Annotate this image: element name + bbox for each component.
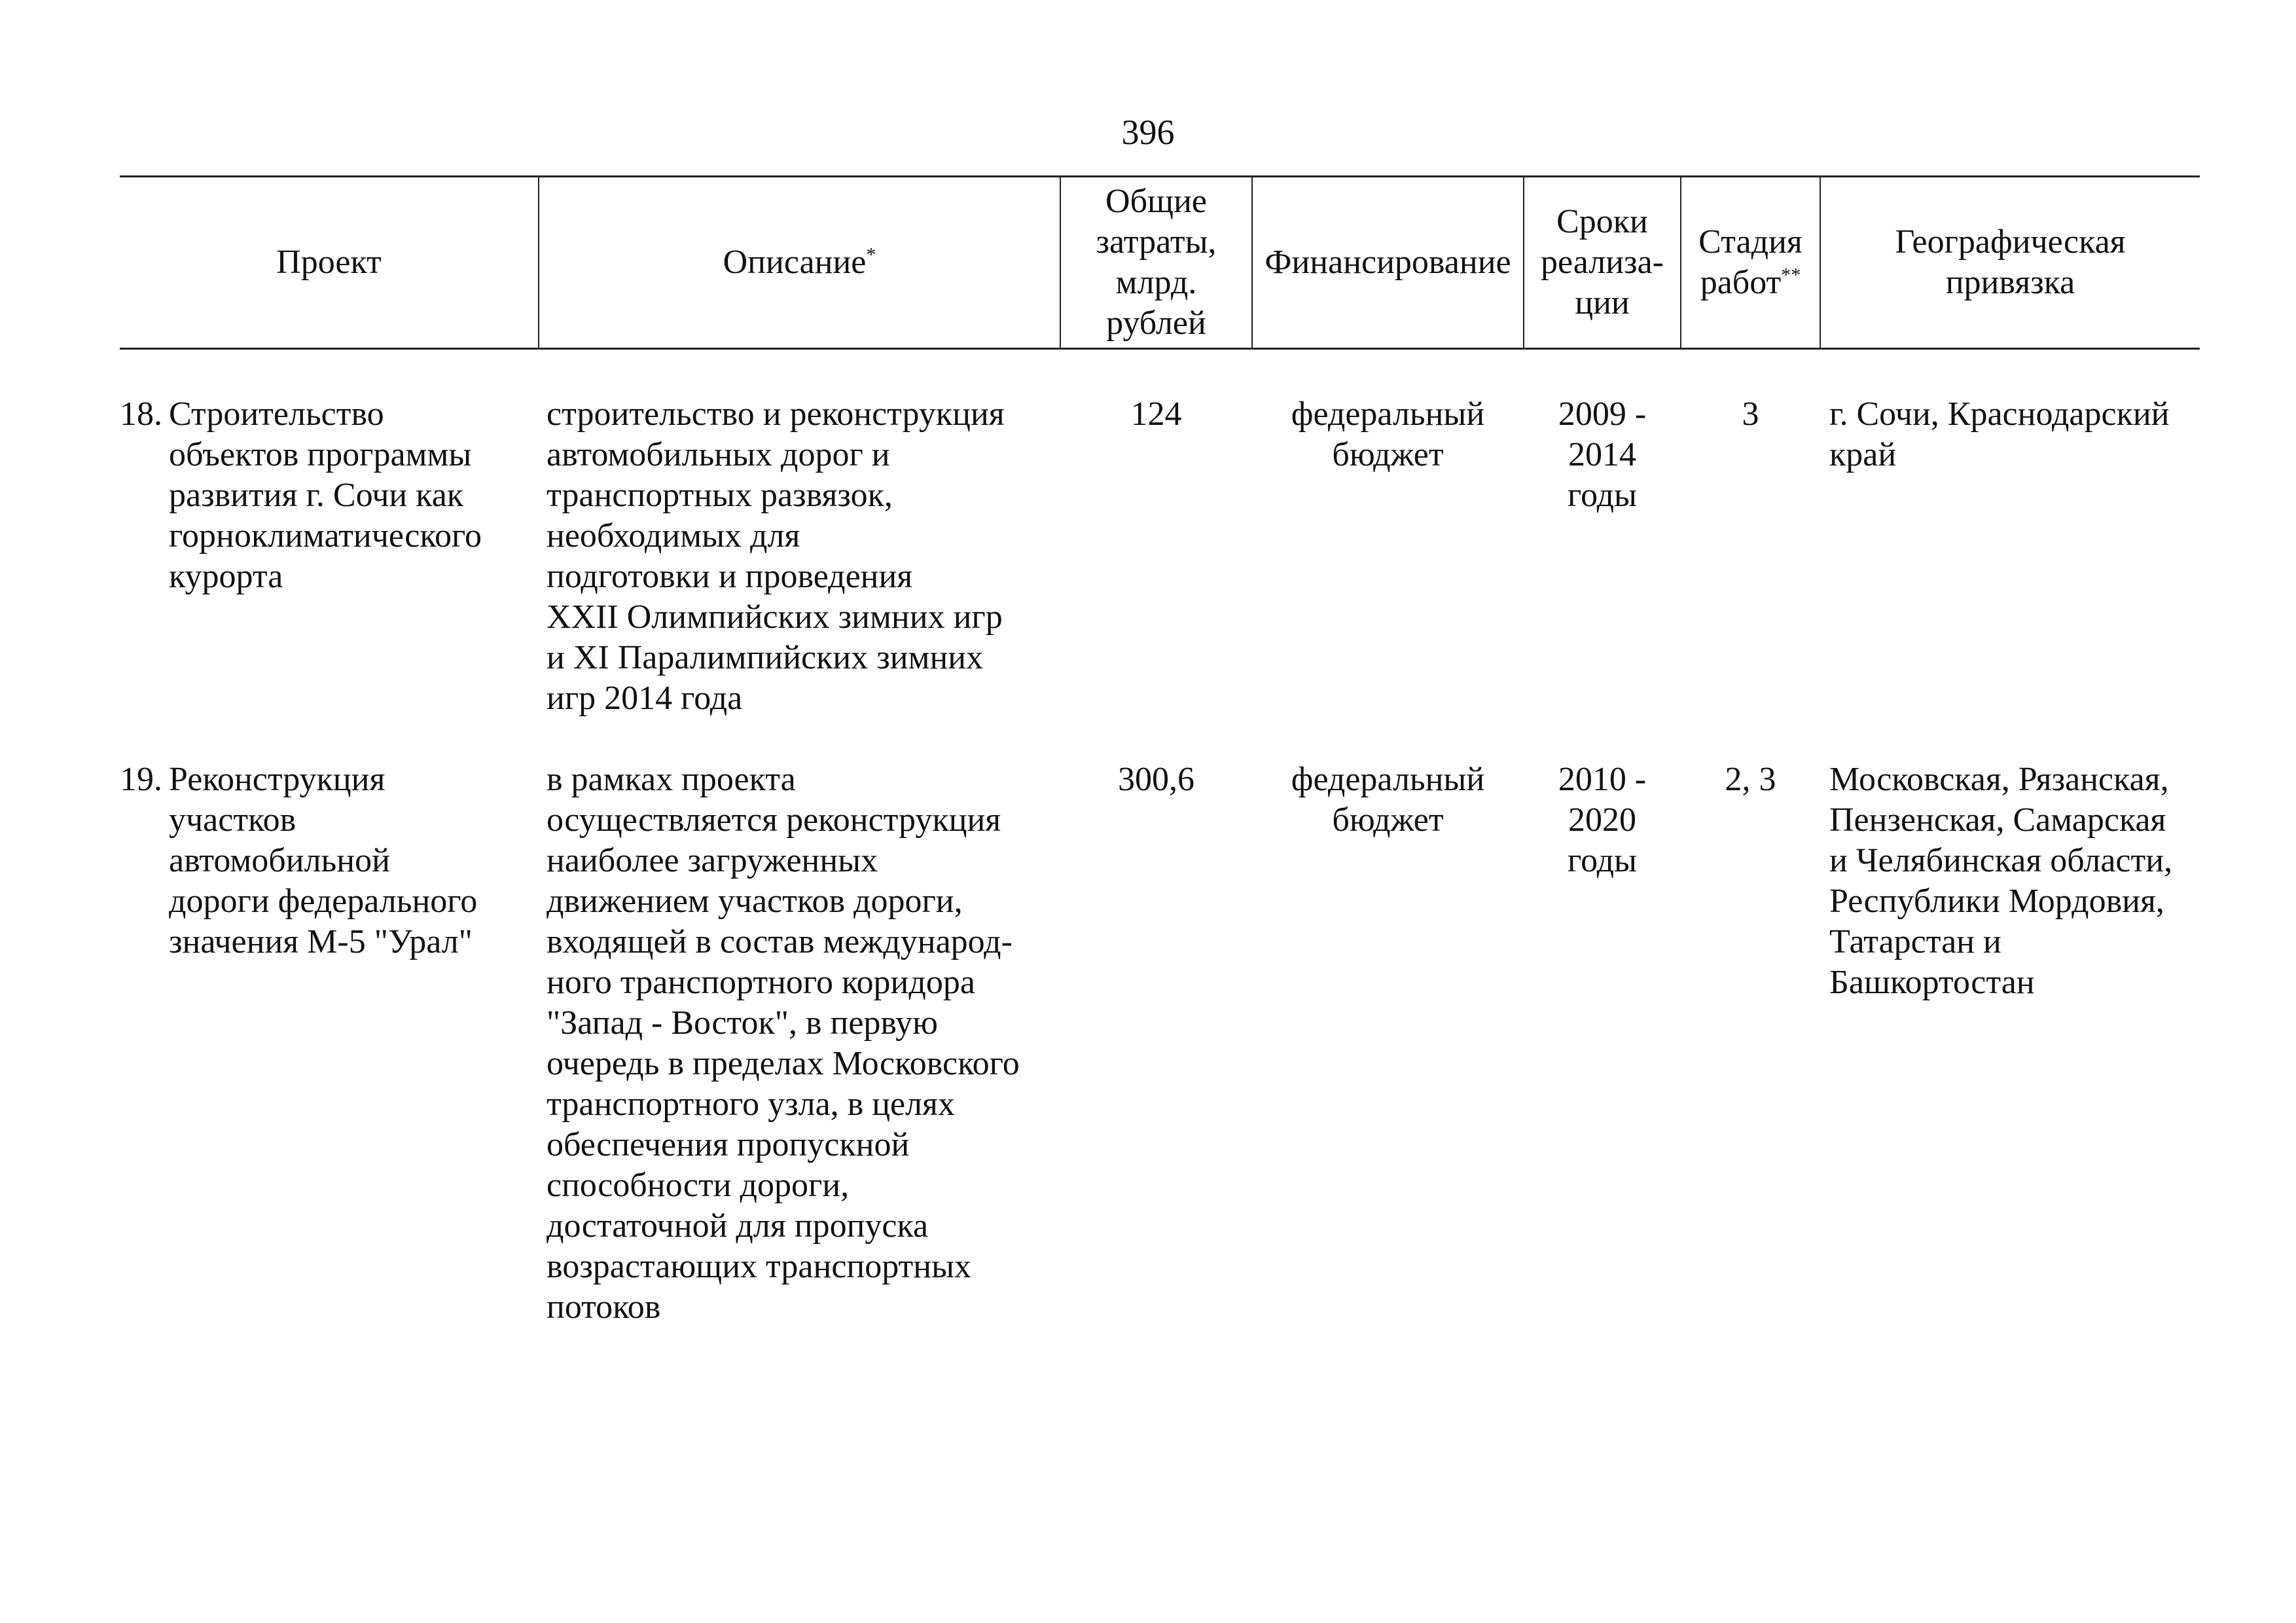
project-name: Реконструкция участков автомобильной дороги федерального значения М-5 "Урал" <box>169 761 478 960</box>
page-number: 396 <box>1121 113 1175 152</box>
project-cell <box>120 349 539 722</box>
terms-cell: 2009 - 2014 годы <box>1558 395 1647 514</box>
row-number: 18. <box>120 395 162 433</box>
description-cell: в рамках проекта осуществляется реконструкция наиболее загруженных движением участков дороги, входящей в состав международ- ного транспортного коридора "Запад - Восток", в первую очередь в пределах Московского транспортного узла, в целях обеспечения пропускной способности дороги, достаточной для пропуска возрастающих транспортных потоков <box>547 761 1020 1326</box>
table-row <box>120 721 2200 1328</box>
header-costs: Общие затраты, млрд. рублей <box>1060 177 1252 349</box>
costs-cell: 300,6 <box>1118 761 1194 798</box>
header-project: Проект <box>120 177 539 349</box>
header-stage: Стадия работ** <box>1681 177 1820 349</box>
stage-cell: 2, 3 <box>1725 761 1776 798</box>
table-row <box>120 349 2200 722</box>
financing-cell: федеральный бюджет <box>1291 395 1485 473</box>
footnote-mark-stage: ** <box>1781 264 1801 286</box>
header-terms: Сроки реализа- ции <box>1524 177 1681 349</box>
terms-cell: 2010 - 2020 годы <box>1558 761 1647 879</box>
project-name: Строительство объектов программы развития г. Сочи как горноклиматического курорта <box>169 395 482 595</box>
projects-table <box>120 175 2200 1328</box>
costs-cell: 124 <box>1130 395 1182 433</box>
header-financing: Финансирование <box>1252 177 1524 349</box>
header-row <box>120 177 2200 349</box>
stage-cell: 3 <box>1742 395 1759 433</box>
geo-cell: Московская, Рязанская, Пензенская, Самарская и Челябинская области, Республики Мордовия, Татарстан и Башкортостан <box>1829 761 2173 1001</box>
header-description: Описание* <box>539 177 1060 349</box>
header-geo: Географическая привязка <box>1820 177 2200 349</box>
row-number: 19. <box>120 761 162 798</box>
description-cell: строительство и реконструкция автомобильных дорог и транспортных развязок, необходимых для подготовки и проведения XXII Олимпийских зимних игр и XI Паралимпийских зимних игр 2014 года <box>547 395 1005 717</box>
financing-cell: федеральный бюджет <box>1291 761 1485 839</box>
geo-cell: г. Сочи, Краснодарский край <box>1829 395 2170 473</box>
footnote-mark-description: * <box>866 244 876 266</box>
project-cell <box>120 721 539 1328</box>
